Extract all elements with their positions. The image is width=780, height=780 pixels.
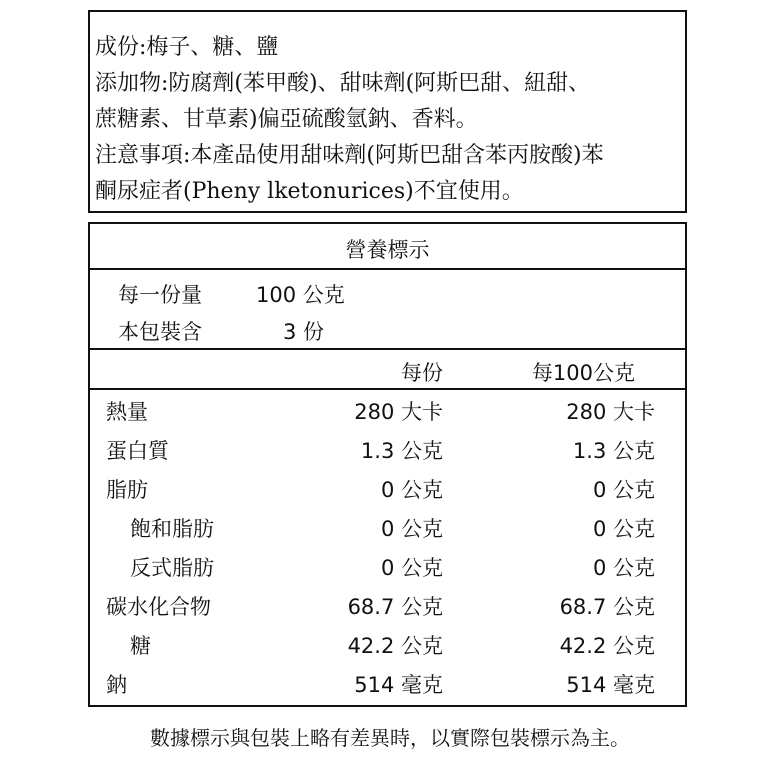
per-serving-value: 0 公克: [380, 556, 443, 580]
per-100g-value: 68.7 公克: [559, 595, 655, 619]
per-serving-value: 1.3 公克: [360, 439, 443, 463]
nutrient-name: 飽和脂肪: [130, 517, 214, 541]
servings-per-package-value: 3 份: [283, 320, 325, 344]
nutrient-row-protein: [90, 431, 685, 470]
caution-line-continued: 酮尿症者(Pheny lketonurices)不宜使用。: [95, 179, 524, 204]
per-100g-value: 0 公克: [592, 517, 655, 541]
per-100g-value: 1.3 公克: [572, 439, 655, 463]
per-serving-value: 0 公克: [380, 517, 443, 541]
per-serving-value: 280 大卡: [354, 400, 443, 424]
nutrition-facts-table: [88, 222, 687, 707]
nutrient-name: 脂肪: [106, 478, 148, 502]
per-100g-value: 514 毫克: [566, 673, 655, 697]
nutrient-row-fat: [90, 470, 685, 509]
caution-line: 注意事項:本產品使用甜味劑(阿斯巴甜含苯丙胺酸)苯: [95, 143, 604, 168]
per-100g-value: 0 公克: [592, 556, 655, 580]
ingredients-box: [88, 10, 687, 213]
additives-line: 添加物:防腐劑(苯甲酸)、甜味劑(阿斯巴甜、紐甜、: [95, 71, 591, 96]
nutrient-row-sugar: [90, 626, 685, 665]
per-100g-value: 0 公克: [592, 478, 655, 502]
nutrient-row-sodium: [90, 665, 685, 704]
nutrient-row-trans-fat: [90, 548, 685, 587]
nutrient-name: 碳水化合物: [106, 595, 211, 619]
per-100g-value: 42.2 公克: [559, 634, 655, 658]
nutrition-title: 營養標示: [345, 238, 430, 262]
nutrition-title-section: [90, 224, 685, 270]
per-100g-value: 280 大卡: [566, 400, 655, 424]
per-serving-value: 514 毫克: [354, 673, 443, 697]
serving-size-value: 100 公克: [256, 283, 345, 307]
nutrient-name: 鈉: [106, 673, 127, 697]
nutrient-name: 糖: [130, 634, 151, 658]
nutrient-row-energy: [90, 392, 685, 431]
nutrient-rows: [90, 390, 685, 707]
additives-line-continued: 蔗糖素、甘草素)偏亞硫酸氫鈉、香料。: [95, 107, 478, 132]
ingredients-line: 成份:梅子、糖、鹽: [95, 35, 279, 60]
per-100g-header: 每100公克: [531, 361, 635, 385]
nutrient-row-saturated-fat: [90, 509, 685, 548]
per-serving-header: 每份: [401, 361, 443, 385]
nutrient-row-carbohydrate: [90, 587, 685, 626]
servings-per-package-label: 本包裝含: [118, 320, 202, 344]
disclaimer-text: 數據標示與包裝上略有差異時，以實際包裝標示為主。: [150, 726, 630, 750]
per-serving-value: 68.7 公克: [347, 595, 443, 619]
serving-info-section: [90, 270, 685, 350]
nutrient-name: 反式脂肪: [130, 556, 214, 580]
per-serving-value: 42.2 公克: [347, 634, 443, 658]
per-serving-value: 0 公克: [380, 478, 443, 502]
nutrient-name: 蛋白質: [106, 439, 169, 463]
serving-size-label: 每一份量: [118, 283, 202, 307]
column-header-section: [90, 350, 685, 390]
nutrient-name: 熱量: [106, 400, 148, 424]
